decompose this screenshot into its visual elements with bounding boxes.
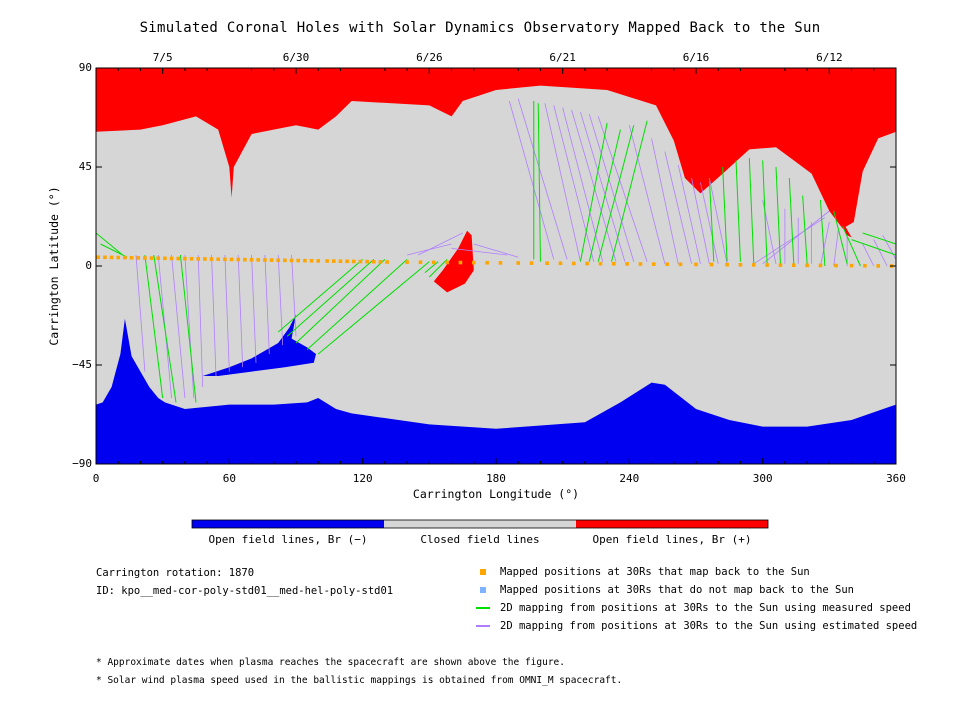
mapped-position-point — [283, 259, 287, 263]
mapped-position-point — [156, 256, 160, 260]
mapped-position-point — [359, 260, 363, 264]
mapped-position-point — [325, 259, 329, 263]
mapped-position-point — [385, 260, 389, 264]
model-id: ID: kpo__med-cor-poly-std01__med-hel-poly-std01 — [96, 585, 394, 597]
mapped-position-point — [345, 260, 349, 264]
x-tick-label: 120 — [352, 472, 373, 485]
mapped-position-point — [725, 263, 729, 267]
mapped-position-point — [176, 257, 180, 261]
mapped-position-point — [116, 256, 120, 260]
x-axis-label: Carrington Longitude (°) — [412, 487, 580, 501]
top-date-label: 6/16 — [682, 51, 710, 64]
mapped-position-point — [432, 261, 436, 265]
x-tick-label: 240 — [619, 472, 640, 485]
mapped-position-point — [123, 256, 127, 260]
mapped-position-point — [850, 264, 854, 268]
mapped-position-point — [459, 261, 463, 265]
legend-label: Mapped positions at 30Rs that map back to the Sun — [500, 566, 810, 578]
chart-title: Simulated Coronal Holes with Solar Dynamics Observatory Mapped Back to the Sun — [139, 20, 821, 36]
legend-entry — [476, 584, 854, 598]
x-tick-label: 180 — [486, 472, 506, 485]
mapped-position-point — [765, 263, 769, 267]
mapped-position-point — [110, 256, 114, 260]
top-date-label: 6/30 — [282, 51, 310, 64]
mapped-position-point — [263, 258, 267, 262]
colorbar-label: Open field lines, Br (−) — [208, 533, 368, 546]
mapped-position-point — [652, 262, 656, 266]
mapped-position-point — [163, 257, 167, 261]
mapped-position-point — [419, 260, 423, 264]
mapped-position-point — [352, 260, 356, 264]
legend-entry — [476, 566, 810, 580]
note-speed: * Solar wind plasma speed used in the ballistic mappings is obtained from OMNI_M spacecraft. — [96, 675, 623, 686]
y-tick-label: 90 — [78, 61, 92, 74]
mapped-position-point — [290, 259, 294, 263]
mapped-position-point — [639, 262, 643, 266]
mapped-position-point — [332, 259, 336, 263]
mapped-position-point — [710, 263, 714, 267]
mapped-position-point — [599, 262, 603, 266]
legend-line-icon — [476, 607, 490, 609]
top-date-label: 6/12 — [816, 51, 843, 64]
mapped-position-point — [739, 263, 743, 267]
legend-entry — [476, 602, 911, 616]
mapped-position-point — [96, 255, 100, 259]
mapped-position-point — [170, 257, 174, 261]
y-tick-label: −90 — [72, 457, 92, 470]
mapped-position-point — [679, 263, 683, 267]
x-tick-label: 0 — [92, 472, 100, 485]
mapped-position-point — [210, 257, 214, 261]
mapped-position-point — [572, 262, 576, 266]
mapped-position-point — [150, 256, 154, 260]
mapped-position-point — [530, 261, 534, 265]
x-tick-label: 360 — [886, 472, 906, 485]
mapped-position-point — [372, 260, 376, 264]
y-tick-label: −45 — [72, 358, 92, 371]
mapped-position-point — [136, 256, 140, 260]
mapped-position-point — [545, 261, 549, 265]
colorbar-segment — [576, 520, 768, 528]
mapped-position-point — [445, 261, 449, 265]
mapped-position-point — [665, 262, 669, 266]
mapped-position-point — [405, 260, 409, 264]
mapped-position-point — [379, 260, 383, 264]
mapped-position-point — [190, 257, 194, 261]
mapped-position-point — [223, 258, 227, 262]
mapped-position-point — [236, 258, 240, 262]
legend-label: 2D mapping from positions at 30Rs to the Sun using estimated speed — [500, 620, 918, 632]
mapped-position-point — [103, 256, 107, 260]
mapped-position-point — [316, 259, 320, 263]
mapped-position-point — [819, 264, 823, 268]
colorbar-label: Closed field lines — [420, 533, 540, 546]
mapped-position-point — [612, 262, 616, 266]
x-tick-label: 300 — [752, 472, 773, 485]
mapped-position-point — [559, 262, 563, 266]
colorbar-segment — [384, 520, 576, 528]
colorbar-label: Open field lines, Br (+) — [592, 533, 752, 546]
legend-square-icon — [480, 587, 486, 593]
mapped-position-point — [296, 259, 300, 263]
colorbar-segment — [192, 520, 384, 528]
mapped-position-point — [792, 263, 796, 267]
mapped-position-point — [276, 258, 280, 262]
legend-square-icon — [480, 569, 486, 575]
mapped-position-point — [752, 263, 756, 267]
mapped-position-point — [256, 258, 260, 262]
mapped-position-point — [863, 264, 867, 268]
mapped-position-point — [310, 259, 314, 263]
legend-entry — [476, 620, 917, 634]
mapped-position-point — [625, 262, 629, 266]
mapped-position-point — [143, 256, 147, 260]
top-date-label: 7/5 — [152, 51, 173, 64]
mapped-position-point — [805, 264, 809, 268]
mapped-position-point — [365, 260, 369, 264]
mapped-position-point — [585, 262, 589, 266]
top-date-label: 6/21 — [549, 51, 576, 64]
carrington-rotation: Carrington rotation: 1870 — [96, 567, 255, 579]
mapped-position-point — [485, 261, 489, 265]
legend-line-icon — [476, 625, 490, 627]
mapped-position-point — [183, 257, 187, 261]
mapped-position-point — [196, 257, 200, 261]
y-tick-label: 45 — [78, 160, 92, 173]
mapped-position-point — [203, 257, 207, 261]
mapped-position-point — [243, 258, 247, 262]
mapped-position-point — [216, 257, 220, 261]
mapped-position-point — [230, 258, 234, 262]
mapped-position-point — [270, 258, 274, 262]
top-date-label: 6/26 — [416, 51, 443, 64]
mapped-position-point — [779, 263, 783, 267]
y-axis-label: Carrington Latitude (°) — [47, 186, 61, 346]
mapped-position-point — [303, 259, 307, 263]
mapped-position-point — [339, 259, 343, 263]
legend-label: 2D mapping from positions at 30Rs to the Sun using measured speed — [500, 602, 911, 614]
y-tick-label: 0 — [85, 259, 92, 272]
x-tick-label: 60 — [222, 472, 236, 485]
mapped-position-point — [499, 261, 503, 265]
mapped-position-point — [250, 258, 254, 262]
note-dates: * Approximate dates when plasma reaches the spacecraft are shown above the figure. — [96, 657, 565, 668]
mapped-position-point — [694, 263, 698, 267]
mapped-position-point — [876, 264, 880, 268]
mapped-position-point — [472, 261, 476, 265]
legend-label: Mapped positions at 30Rs that do not map back to the Sun — [500, 584, 855, 596]
mapped-position-point — [834, 264, 838, 268]
mapped-position-point — [130, 256, 134, 260]
mapped-position-point — [516, 261, 520, 265]
